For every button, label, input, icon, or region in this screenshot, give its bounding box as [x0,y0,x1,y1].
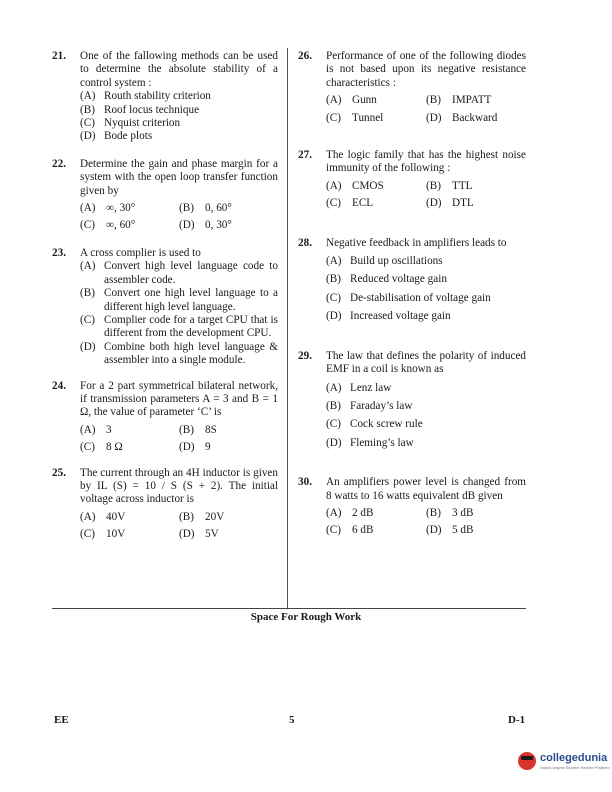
option [80,117,278,130]
option-text: 0, 60° [205,202,232,215]
option-label: (D) [326,310,342,323]
option [326,94,426,107]
option-text: 10V [106,528,126,541]
option-label: (D) [80,130,96,143]
option-label: (B) [426,179,441,192]
option [326,197,426,210]
option-label: (A) [326,506,342,519]
option-text: Fleming’s law [350,436,414,449]
option [426,112,526,125]
question-body [326,476,526,538]
option [326,507,426,520]
option-label: (B) [426,506,441,519]
option-text: Complier code for a target CPU that is different from the development CPU. [104,313,278,340]
option [80,260,278,287]
option-text: 3 dB [452,506,474,519]
option-text: Build up oscillations [350,255,443,268]
option-label: (D) [80,340,96,353]
option-label: (C) [80,441,95,454]
question [52,467,278,542]
question-text: Determine the gain and phase margin for a system with the open loop transfer function given by [80,157,278,197]
option-label: (A) [80,260,96,273]
option-row [326,180,526,193]
question-text: An amplifiers power level is changed from 8 watts to 16 watts equivalent dB given [326,476,526,502]
option-label: (B) [179,423,194,436]
question-number: 30. [298,476,312,489]
option [326,400,526,413]
question-body [80,158,278,233]
option-label: (A) [80,202,96,215]
question-number: 27. [298,149,312,162]
question [298,237,526,324]
option-label: (D) [426,197,442,210]
option-row [80,528,278,541]
option-text: 8S [205,423,217,436]
question-text: The logic family that has the highest noise immunity of the following : [326,149,526,175]
question-text: One of the fallowing methods can be used to determine the absolute stability of a control system : [80,50,278,89]
question-text: The law that defines the polarity of induced EMF in a coil is known as [326,349,526,376]
option-row [326,112,526,125]
option-text: ECL [352,197,374,210]
question-body [326,50,526,125]
question [298,476,526,538]
option-label: (B) [179,510,194,523]
option-label: (D) [179,219,195,232]
option-label: (D) [326,436,342,449]
option-label: (D) [179,528,195,541]
rough-work-label: Space For Rough Work [250,611,362,623]
option-text: Convert one high level language to a different high level language. [104,287,278,313]
option-label: (B) [326,273,341,286]
question-text: Negative feedback in amplifiers leads to [326,236,507,249]
option-row [326,94,526,107]
collegedunia-logo [518,752,610,770]
option [426,180,526,193]
option-text: Reduced voltage gain [350,273,447,286]
question-number: 24. [52,379,66,392]
option-text: 6 dB [352,524,374,537]
option-text: Roof locus technique [104,103,200,116]
option-label: (C) [326,524,341,537]
option [326,273,526,286]
option [326,310,526,323]
option [179,424,278,437]
question-number: 28. [298,236,312,249]
option-text: De-stabilisation of voltage gain [350,291,491,304]
column-divider [287,48,288,608]
option-label: (C) [326,111,341,124]
question-text: Performance of one of the following diodes is not based upon its negative resistance characteristics : [326,50,526,89]
option-label: (A) [80,423,96,436]
option [80,511,179,524]
option [80,314,278,341]
option [326,382,526,395]
option [179,441,278,454]
option-text: Tunnel [352,111,384,124]
option-text: CMOS [352,179,384,192]
option-text: 40V [106,510,126,523]
question-body [326,237,526,324]
option [179,202,278,215]
option-text: 2 dB [352,506,374,519]
option-label: (C) [326,418,341,431]
option [80,441,179,454]
option-row [326,507,526,520]
option [80,104,278,117]
option-text: ∞, 60° [106,219,136,232]
question [52,50,278,144]
question-number: 26. [298,50,312,62]
option-label: (B) [80,287,95,300]
left-column [52,50,278,554]
option-row [80,511,278,524]
question [298,149,526,211]
right-column [298,50,526,550]
option-text: Gunn [352,94,377,107]
question-number: 25. [52,466,66,479]
option-text: Backward [452,111,498,124]
option [80,90,278,103]
question [298,50,526,125]
option [80,424,179,437]
option-text: Increased voltage gain [350,310,451,323]
question-text: A cross complier is used to [80,246,201,259]
option [426,524,526,537]
option [80,341,278,368]
option-label: (A) [326,381,342,394]
question-body [80,247,278,368]
question-body [80,380,278,455]
option-label: (A) [80,90,96,103]
option-text: Convert high level language code to assembler code. [104,260,278,286]
option-text: Cock screw rule [350,418,423,431]
option-text: Lenz law [350,381,392,394]
option-label: (A) [326,255,342,268]
option [326,112,426,125]
option-text: 20V [205,510,225,523]
question-number: 21. [52,50,66,62]
option-label: (C) [80,219,95,232]
question-number: 29. [298,349,312,362]
option-label: (D) [179,441,195,454]
logo-tagline: India's largest Student Review Platform [540,765,610,770]
option [80,202,179,215]
question [52,380,278,455]
option-label: (B) [426,94,441,107]
option-row [80,219,278,232]
option-text: IMPATT [452,94,492,107]
option [80,528,179,541]
option-text: DTL [452,197,474,210]
option-label: (C) [80,313,95,326]
question-text: For a 2 part symmetrical bilateral network, if transmission parameters A = 3 and B = 1 Ω, the value of parameter ‘C’ is [80,379,278,419]
option-text: Nyquist criterion [104,117,181,130]
option-label: (A) [326,94,342,107]
option [426,94,526,107]
option [326,255,526,268]
option [179,511,278,524]
option-text: Combine both high level language & assembler into a single module. [104,340,278,367]
option-label: (B) [80,103,95,116]
footer-subject: EE [54,714,69,726]
option [80,130,278,143]
logo-name: collegedunia [540,752,608,764]
option-text: TTL [452,179,473,192]
option-text: 3 [106,423,112,436]
option [326,292,526,305]
bottom-rule [52,608,526,609]
option-row [80,424,278,437]
option [80,219,179,232]
question-number: 23. [52,246,66,259]
option-text: 0, 30° [205,219,232,232]
option [426,197,526,210]
option-label: (A) [80,510,96,523]
option-label: (C) [80,117,95,130]
booklet-code: D-1 [508,714,526,726]
question-body [80,50,278,144]
option [179,528,278,541]
question [298,350,526,450]
option [326,418,526,431]
option [80,287,278,314]
option-label: (D) [426,524,442,537]
option-row [326,197,526,210]
question-body [80,467,278,542]
option-row [326,524,526,537]
option [326,180,426,193]
option-label: (C) [326,197,341,210]
option-label: (A) [326,179,342,192]
option [326,437,526,450]
page-number: 5 [289,714,295,726]
question-text: The current through an 4H inductor is given by IL (S) = 10 / S (S + 2). The initial voltage across inductor is [80,466,278,506]
option-label: (B) [179,202,194,215]
option-label: (B) [326,399,341,412]
option-text: Routh stability criterion [104,90,211,103]
option [326,524,426,537]
option [426,507,526,520]
option-row [80,202,278,215]
option-label: (C) [326,291,341,304]
option-text: 9 [205,441,211,454]
question [52,158,278,233]
option-text: Bode plots [104,130,153,143]
option-text: 5 dB [452,524,474,537]
option-label: (C) [80,528,95,541]
graduation-cap-icon [518,752,536,770]
question-number: 22. [52,157,66,170]
option-text: 5V [205,528,219,541]
question [52,247,278,368]
option-text: ∞, 30° [106,202,136,215]
question-body [326,149,526,211]
option-text: 8 Ω [106,441,123,454]
option-label: (D) [426,111,442,124]
question-body [326,350,526,450]
option-row [80,441,278,454]
option-text: Faraday’s law [350,399,413,412]
option [179,219,278,232]
